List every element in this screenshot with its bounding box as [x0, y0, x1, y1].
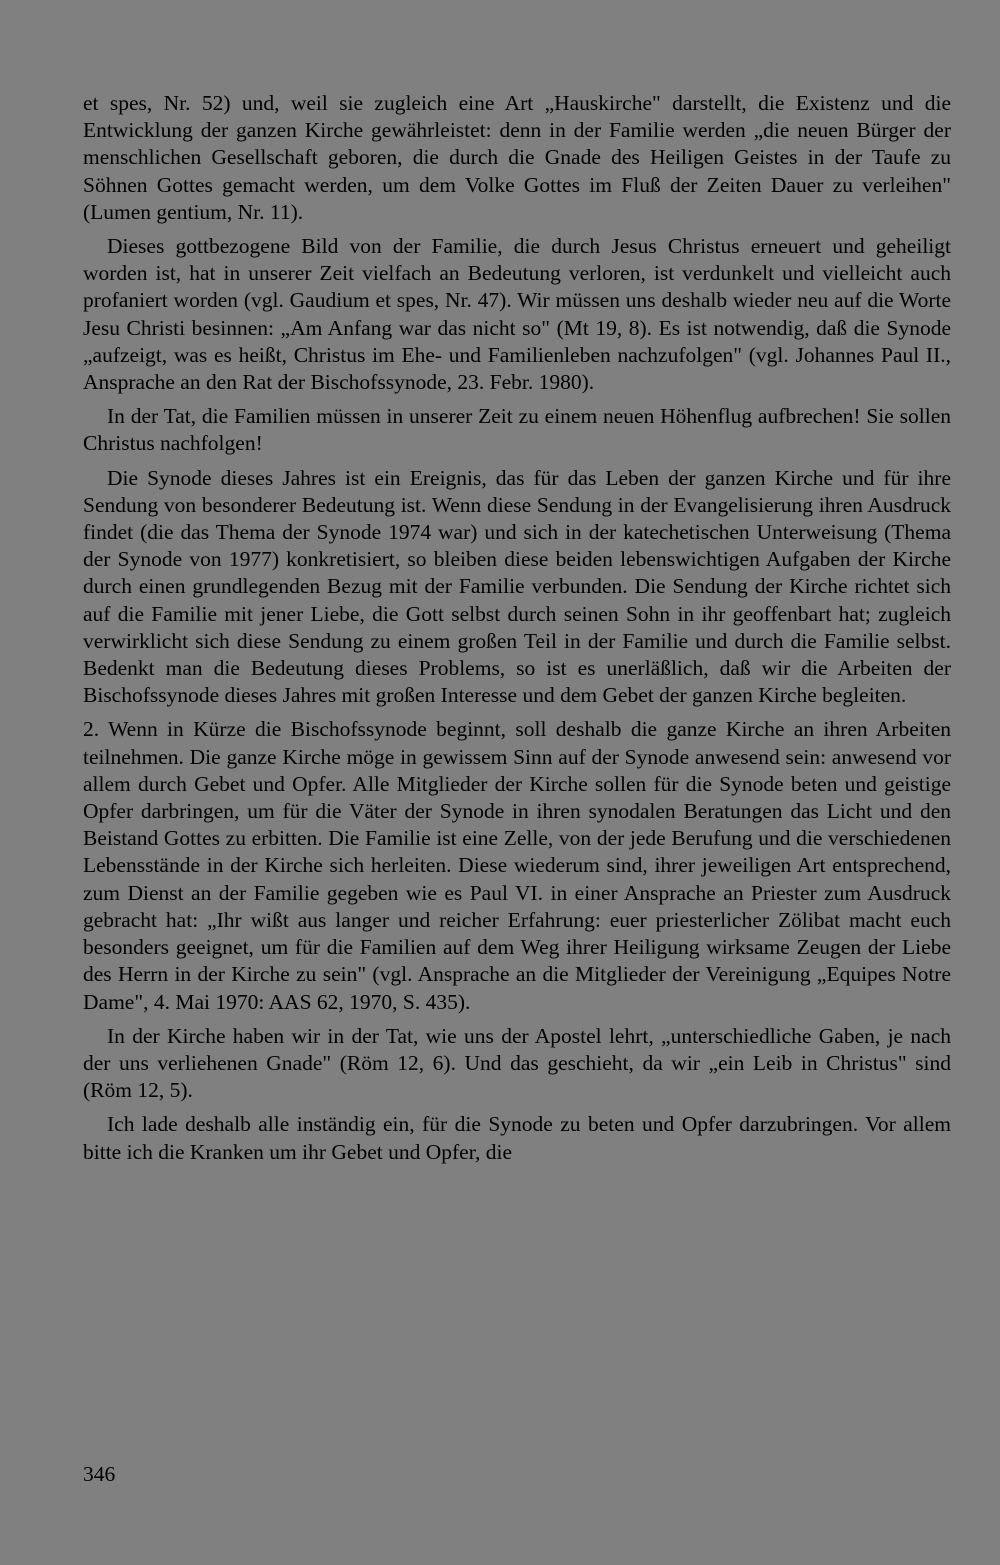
paragraph: In der Tat, die Familien müssen in unserer Zeit zu einem neuen Höhenflug aufbrechen! Sie sollen Christus nachfolgen! [83, 404, 951, 456]
paragraph: Ich lade deshalb alle inständig ein, für die Synode zu beten und Opfer darzubringen. Vor allem bitte ich die Kranken um ihr Gebet und Opfer, die [83, 1112, 951, 1164]
paragraph: In der Kirche haben wir in der Tat, wie uns der Apostel lehrt, „unterschiedliche Gaben, je nach der uns verliehenen Gnade" (Röm 12, 6). Und das geschieht, da wir „ein Leib in Christus" sind (Röm 12, 5). [83, 1023, 951, 1103]
paragraph: Die Synode dieses Jahres ist ein Ereignis, das für das Leben der ganzen Kirche und für ihre Sendung von besonderer Bedeutung ist. Wenn diese Sendung in der Evangelisierung ihren Ausdruck findet (die das Thema der Synode 1974 war) und sich in der katechetischen Unterweisung (Thema der Synode von 1977) konkretisiert, so bleiben diese beiden lebenswichtigen Aufgaben der Kirche durch einen grundlegenden Bezug mit der Familie verbunden. Die Sendung der Kirche richtet sich auf die Familie mit jener Liebe, die Gott selbst durch seinen Sohn in ihr geoffenbart hat; zugleich verwirklicht sich diese Sendung zu einem großen Teil in der Familie und durch die Familie selbst. Bedenkt man die Bedeutung dieses Problems, so ist es unerläßlich, daß wir die Arbeiten der Bischofssynode dieses Jahres mit großen Interesse und dem Gebet der ganzen Kirche begleiten. [83, 465, 951, 708]
page-number: 346 [83, 1462, 116, 1486]
paragraph: Dieses gottbezogene Bild von der Familie, die durch Jesus Christus erneuert und geheiligt worden ist, hat in unserer Zeit vielfach an Bedeutung verloren, ist verdunkelt und vielleicht auch profaniert worden (vgl. Gaudium et spes, Nr. 47). Wir müssen uns deshalb wieder neu auf die Worte Jesu Christi besinnen: „Am Anfang war das nicht so" (Mt 19, 8). Es ist notwendig, daß die Synode „aufzeigt, was es heißt, Christus im Ehe- und Familienleben nachzufolgen" (vgl. Johannes Paul II., Ansprache an den Rat der Bischofssynode, 23. Febr. 1980). [83, 234, 951, 395]
paragraph-section-2: 2. Wenn in Kürze die Bischofssynode beginnt, soll deshalb die ganze Kirche an ihren Arbeiten teilnehmen. Die ganze Kirche möge in gewissem Sinn auf der Synode anwesend sein: anwesend vor allem durch Gebet und Opfer. Alle Mitglieder der Kirche sollen für die Synode beten und geistige Opfer darbringen, um für die Väter der Synode in ihren synodalen Beratungen das Licht und den Beistand Gottes zu erbitten. Die Familie ist eine Zelle, von der jede Berufung und die verschiedenen Lebensstände in der Kirche sich herleiten. Diese wiederum sind, ihrer jeweiligen Art entsprechend, zum Dienst an der Familie gegeben wie es Paul VI. in einer Ansprache an Priester zum Ausdruck gebracht hat: „Ihr wißt aus langer und reicher Erfahrung: euer priesterlicher Zölibat macht euch besonders geeignet, um für die Familien auf dem Weg ihrer Heiligung wirksame Zeugen der Liebe des Herrn in der Kirche zu sein" (vgl. Ansprache an die Mitglieder der Vereinigung „Equipes Notre Dame", 4. Mai 1970: AAS 62, 1970, S. 435). [83, 717, 951, 1014]
document-body [83, 90, 951, 1173]
paragraph: et spes, Nr. 52) und, weil sie zugleich eine Art „Hauskirche" darstellt, die Existenz und die Entwicklung der ganzen Kirche gewährleistet: denn in der Familie werden „die neuen Bürger der menschlichen Gesellschaft geboren, die durch die Gnade des Heiligen Geistes in der Taufe zu Söhnen Gottes gemacht werden, um dem Volke Gottes im Fluß der Zeiten Dauer zu verleihen" (Lumen gentium, Nr. 11). [83, 91, 951, 224]
